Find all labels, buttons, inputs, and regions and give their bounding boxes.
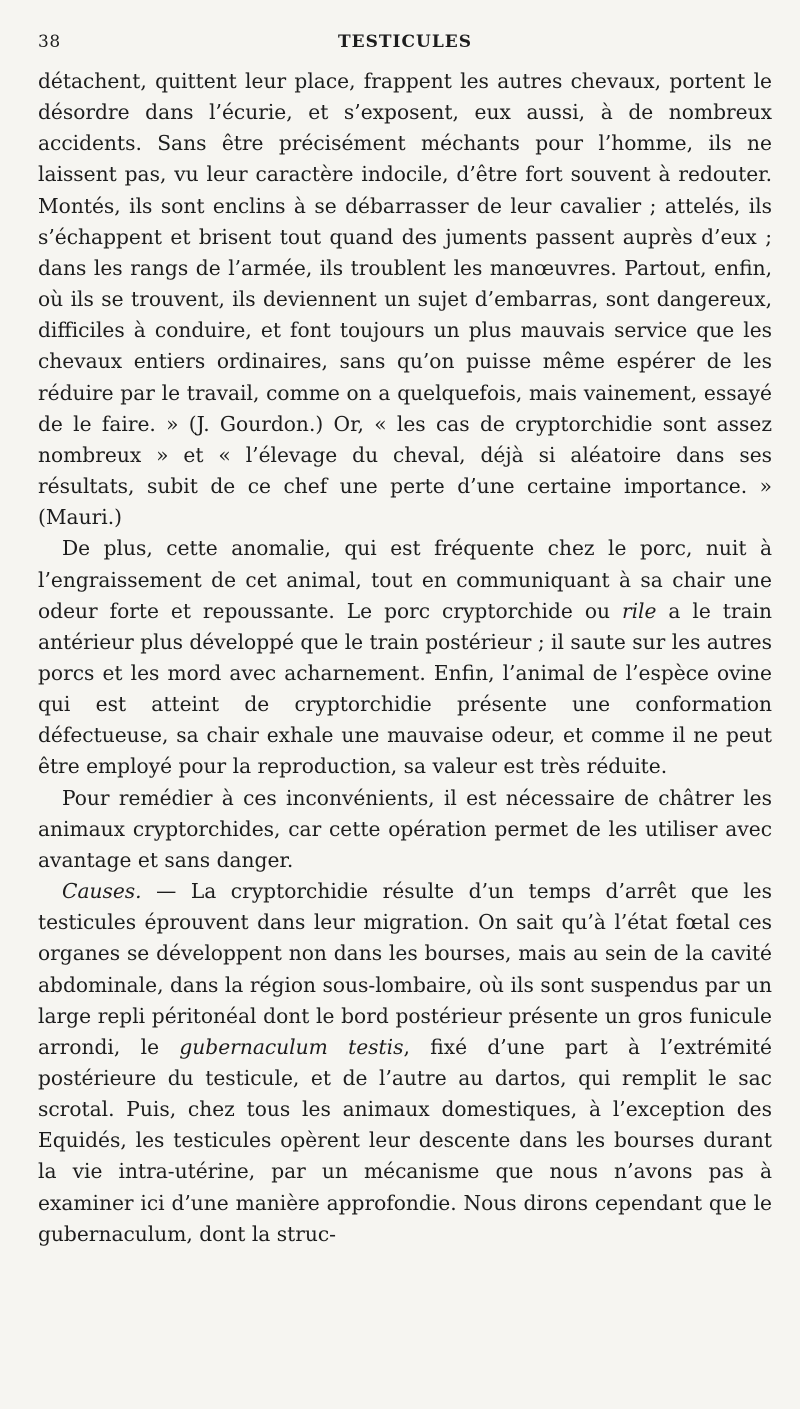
- section-heading-causes: Causes.: [62, 879, 142, 904]
- paragraph-porc-end: a le train antérieur plus développé que le train postérieur ; il saute sur les autres porcs et les mord avec acharnement. Enfin, l’animal de l’espèce ovine qui est atteint de cryptorchidie présente une conformation défectueuse, sa chair exhale une mauvaise odeur, et comme il ne peut être employé pour la reproduction, sa valeur est très réduite.: [38, 598, 772, 779]
- page-number: 38: [38, 32, 61, 52]
- paragraph-causes: [38, 876, 772, 1250]
- paragraph-causes-end: , fixé d’une part à l’extrémité postérieure du testicule, et de l’autre au dartos, qui remplit le sac scrotal. Puis, chez tous les animaux domestiques, à l’exception des Equidés, les testicules opèrent leur descente dans les bourses durant la vie intra-utérine, par un mécanisme que nous n’avons pas à examiner ici d’une manière approfondie. Nous dirons cependant que le gubernaculum, dont la struc-: [38, 1034, 773, 1246]
- paragraph-porc: [38, 533, 772, 782]
- paragraph-porc-start: De plus, cette anomalie, qui est fréquente chez le porc, nuit à l’engraissement de cet animal, tout en communiquant à sa chair une odeur forte et repoussante. Le porc cryptorchide ou: [38, 536, 772, 623]
- italic-term-gubernaculum: gubernaculum testis: [179, 1034, 404, 1059]
- running-head: [38, 32, 772, 58]
- paragraph-causes-start: — La cryptorchidie résulte d’un temps d’arrêt que les testicules éprouvent dans leur migration. On sait qu’à l’état fœtal ces organes se développent non dans les bourses, mais au sein de la cavité abdominale, dans la région sous-lombaire, où ils sont suspendus par un large repli péritonéal dont le bord postérieur présente un gros funicule arrondi, le: [38, 879, 772, 1059]
- paragraph-quotation: détachent, quittent leur place, frappent les autres chevaux, portent le désordre dans l’écurie, et s’exposent, eux aussi, à de nombreux accidents. Sans être précisément méchants pour l’homme, ils ne laissent pas, vu leur caractère indocile, d’être fort souvent à redouter. Montés, ils sont enclins à se débarrasser de leur cavalier ; attelés, ils s’échappent et brisent tout quand des juments passent auprès d’eux ; dans les rangs de l’armée, ils troublent les manœuvres. Partout, enfin, où ils se trouvent, ils deviennent un sujet d’embarras, sont dangereux, difficiles à conduire, et font toujours un plus mauvais service que les chevaux entiers ordinaires, sans qu’on puisse même espérer de les réduire par le travail, comme on a quelquefois, mais vainement, essayé de le faire. » (J. Gourdon.) Or, « les cas de cryptorchidie sont assez nombreux » et « l’élevage du cheval, déjà si aléatoire dans ses résultats, subit de ce chef une perte d’une certaine importance. » (Mauri.): [38, 69, 772, 530]
- running-title: TESTICULES: [337, 32, 473, 52]
- italic-term-rile: rile: [621, 598, 657, 623]
- paragraph-remedy: Pour remédier à ces inconvénients, il est nécessaire de châtrer les animaux cryptorchides, car cette opération permet de les utiliser avec avantage et sans danger.: [38, 785, 772, 872]
- body-text: [38, 66, 772, 1250]
